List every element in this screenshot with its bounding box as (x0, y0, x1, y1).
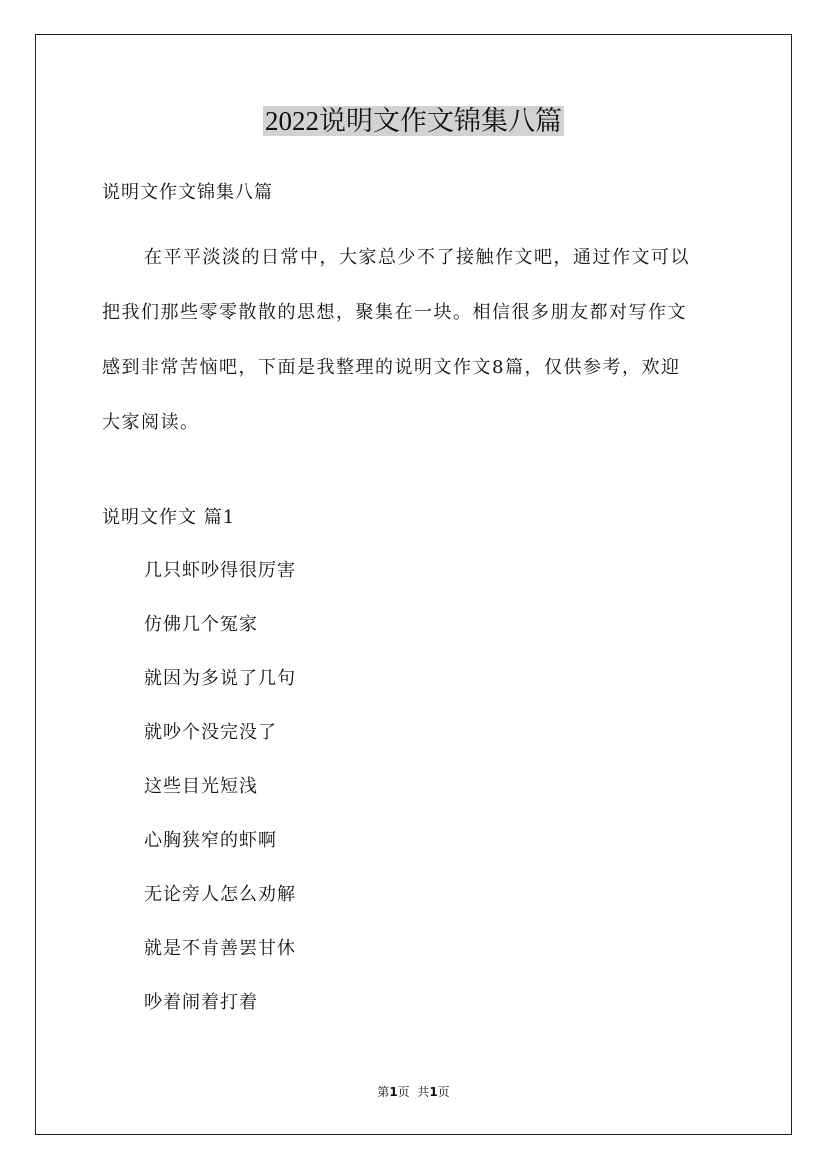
section-heading: 说明文作文 篇1 (102, 507, 236, 528)
intro-line: 把我们那些零零散散的思想，聚集在一块。相信很多朋友都对写作文 (102, 302, 687, 323)
poem-line: 吵着闹着打着 (144, 992, 258, 1013)
intro-paragraph (102, 230, 732, 450)
poem-line: 就是不肯善罢甘休 (144, 938, 296, 959)
poem-line: 仿佛几个冤家 (144, 614, 258, 635)
footer-page-total: 1 (429, 1085, 438, 1099)
poem-line: 无论旁人怎么劝解 (144, 884, 296, 905)
poem-line: 就吵个没完没了 (144, 722, 277, 743)
poem-line: 就因为多说了几句 (144, 668, 296, 689)
intro-line: 在平平淡淡的日常中，大家总少不了接触作文吧，通过作文可以 (144, 247, 690, 268)
poem-lines (144, 556, 296, 1042)
poem-line: 几只虾吵得很厉害 (144, 560, 296, 581)
document-title-block (0, 100, 827, 142)
page-footer (0, 1083, 827, 1101)
footer-page-prefix: 第 (377, 1085, 390, 1099)
footer-page-suffix: 页 (437, 1085, 450, 1099)
intro-line: 感到非常苦恼吧，下面是我整理的说明文作文8篇，仅供参考，欢迎 (102, 357, 681, 378)
poem-line: 心胸狭窄的虾啊 (144, 830, 277, 851)
document-title: 2022说明文作文锦集八篇 (265, 106, 562, 136)
footer-page-mid: 页 共 (397, 1085, 430, 1099)
intro-line: 大家阅读。 (102, 412, 200, 433)
poem-line: 这些目光短浅 (144, 776, 258, 797)
document-subtitle: 说明文作文锦集八篇 (102, 182, 273, 203)
footer-page-current: 1 (389, 1085, 398, 1099)
